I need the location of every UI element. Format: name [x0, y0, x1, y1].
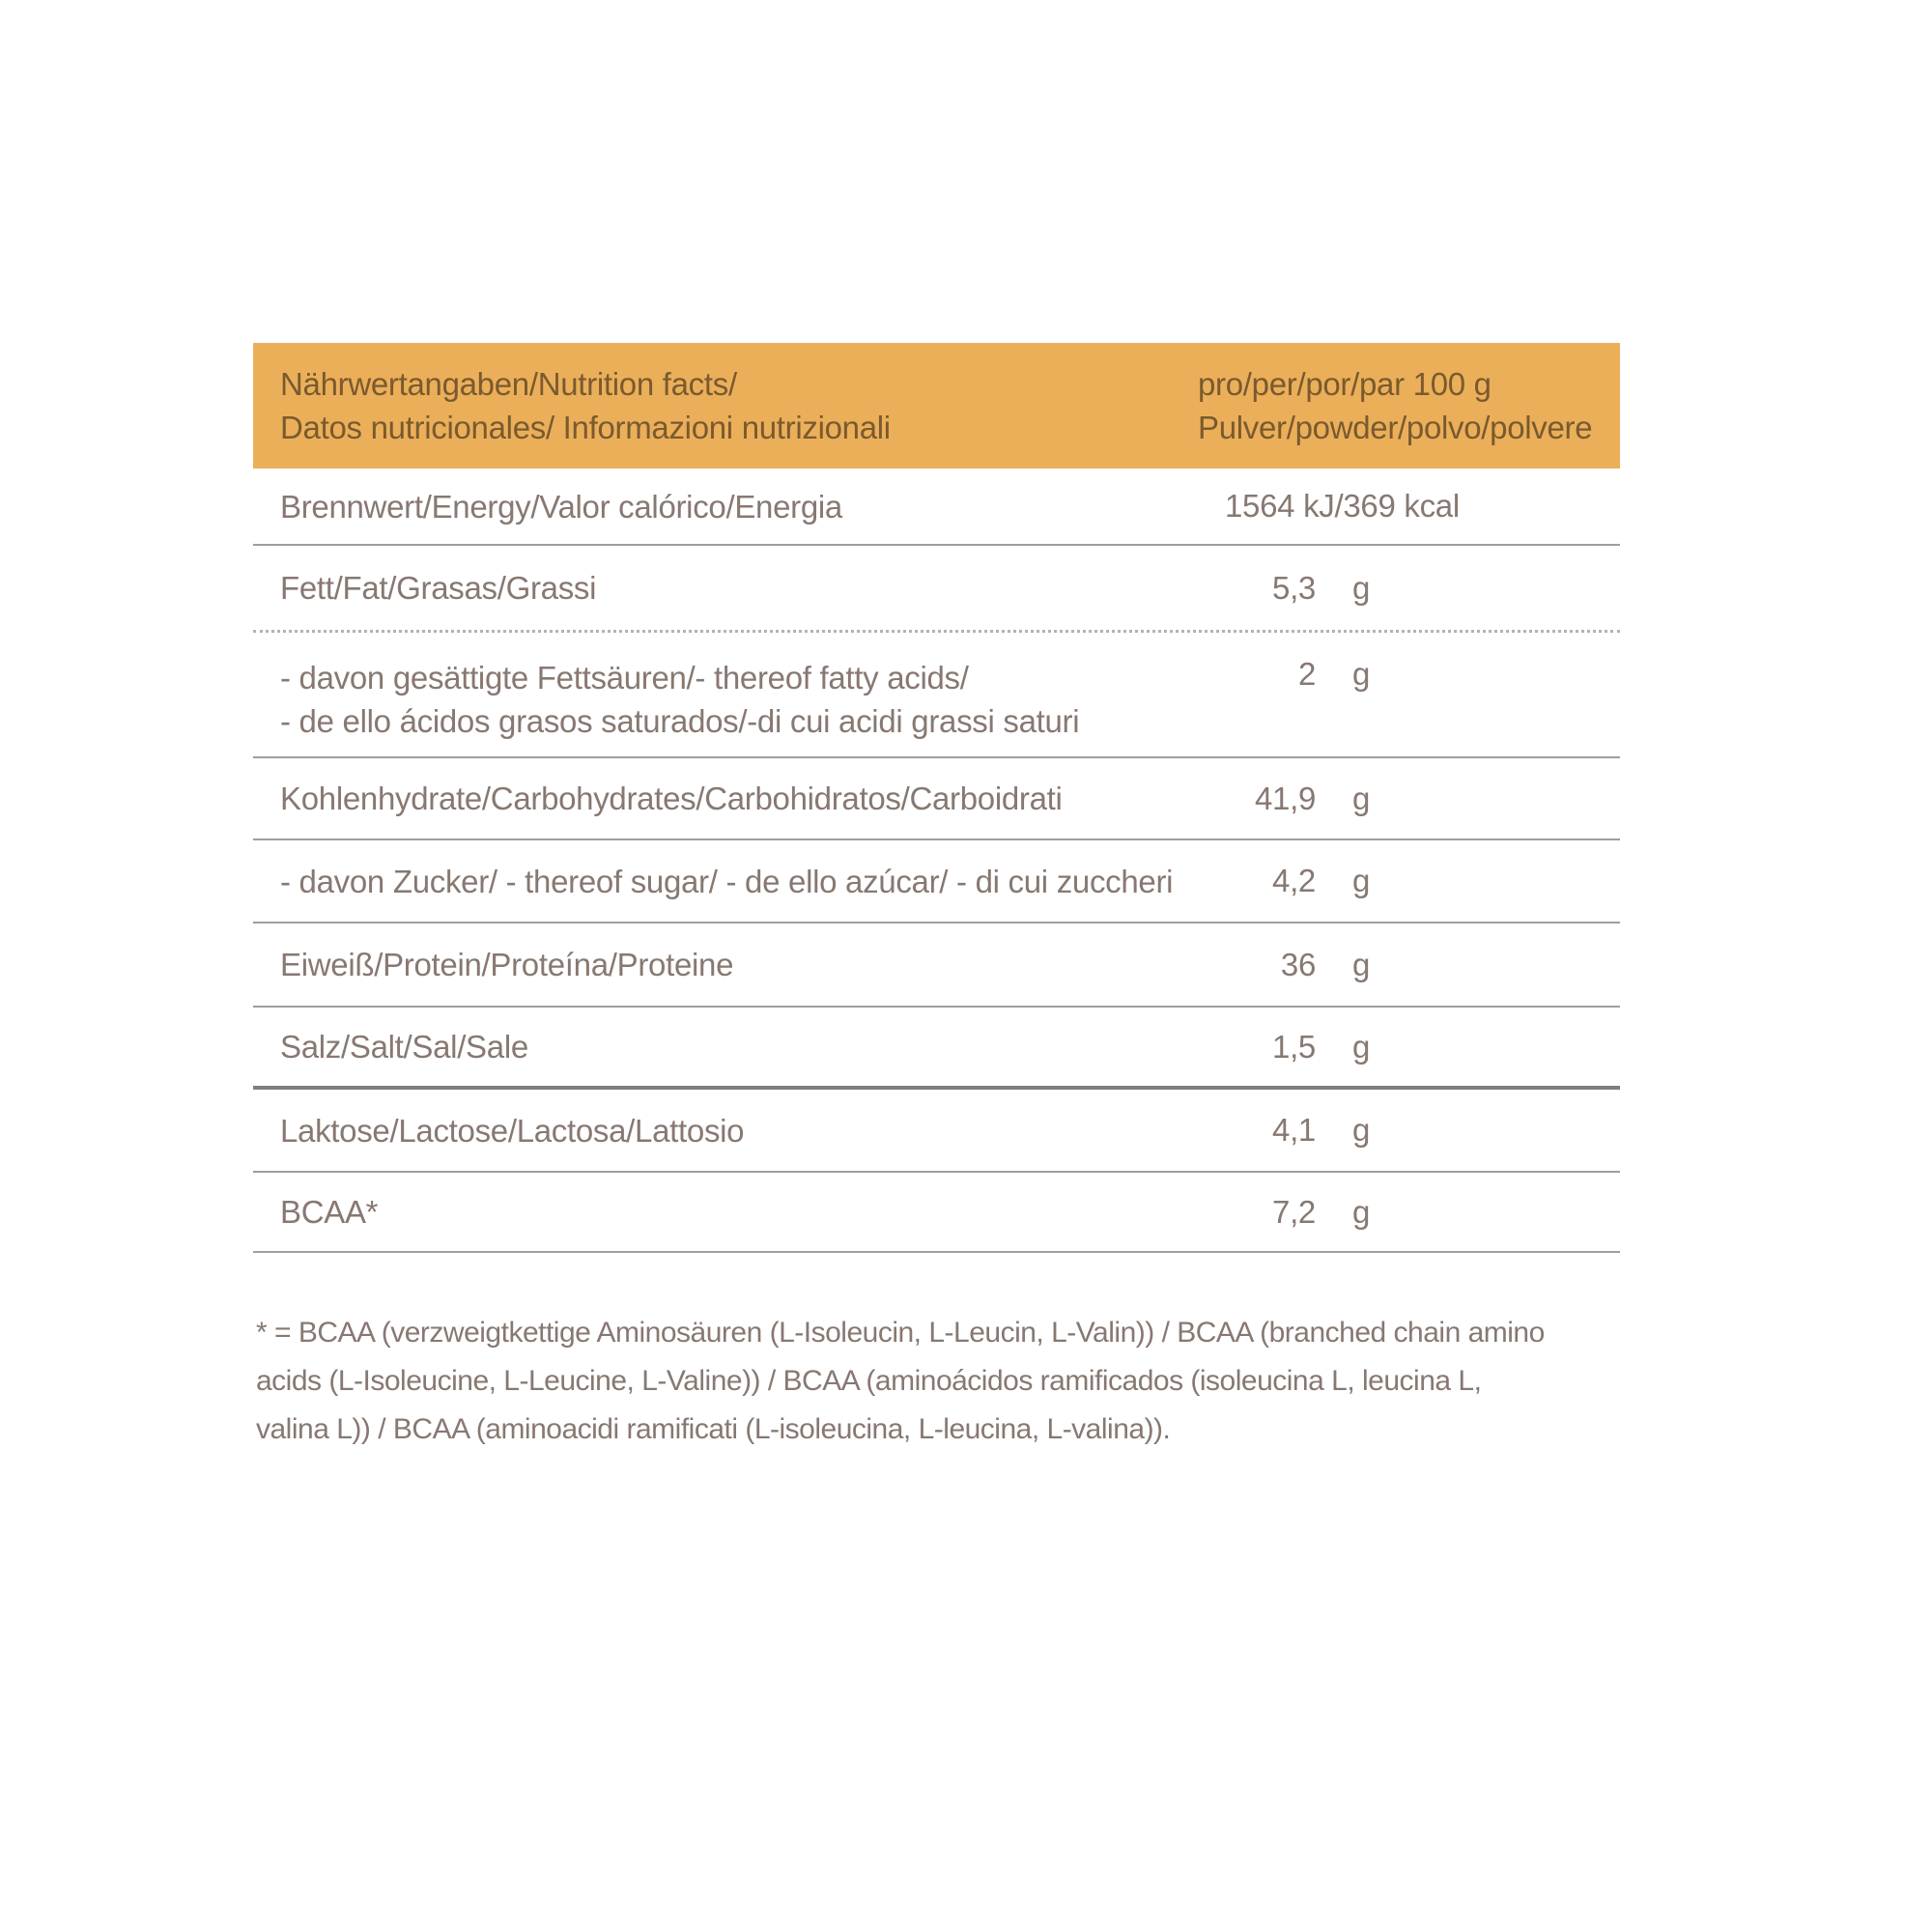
table-row-bcaa	[253, 1173, 1620, 1253]
table-row-energy	[253, 469, 1620, 546]
row-value: 36	[1280, 946, 1316, 982]
row-unit: g	[1352, 946, 1371, 982]
nutrition-label	[253, 343, 1620, 1454]
row-label: Kohlenhydrate/Carbohydrates/Carbohidratos/Carboidrati	[280, 781, 1063, 816]
row-label	[253, 633, 1200, 743]
header-title-line1: Nährwertangaben/Nutrition facts/	[280, 366, 737, 402]
footnote-line2: acids (L-Isoleucine, L-Leucine, L-Valine)) / BCAA (aminoácidos ramificados (isoleucina L, leucina L,	[256, 1365, 1482, 1397]
row-value: 1,5	[1272, 1028, 1316, 1065]
row-unit: g	[1352, 569, 1371, 606]
table-row-saturated-fat	[253, 633, 1620, 758]
table-row-protein	[253, 923, 1620, 1008]
row-label: Salz/Salt/Sal/Sale	[280, 1029, 528, 1065]
row-unit: g	[1352, 1112, 1371, 1148]
table-row-salt	[253, 1008, 1620, 1090]
table-row-sugar	[253, 840, 1620, 923]
row-label-line2: - de ello ácidos grasos saturados/-di cui acidi grassi saturi	[280, 703, 1080, 739]
table-header	[253, 343, 1620, 469]
row-unit: g	[1352, 1028, 1371, 1065]
row-value: 1564 kJ/369 kcal	[1225, 488, 1460, 524]
table-row-carbohydrates	[253, 758, 1620, 840]
row-label: Laktose/Lactose/Lactosa/Lattosio	[280, 1112, 745, 1149]
header-title	[253, 362, 1198, 449]
table-row-lactose	[253, 1090, 1620, 1173]
header-per-column	[1198, 362, 1620, 449]
table-row-fat	[253, 546, 1620, 633]
row-value: 41,9	[1254, 780, 1316, 816]
row-unit: g	[1352, 780, 1371, 816]
header-per-line1: pro/per/por/par 100 g	[1198, 366, 1492, 402]
header-per-line2: Pulver/powder/polvo/polvere	[1198, 410, 1593, 445]
row-label: Eiweiß/Protein/Proteína/Proteine	[280, 947, 734, 982]
header-title-line2: Datos nutricionales/ Informazioni nutrizionali	[280, 410, 891, 445]
bcaa-footnote	[253, 1309, 1620, 1454]
row-label-line1: - davon gesättigte Fettsäuren/- thereof fatty acids/	[280, 660, 969, 696]
row-value: 5,3	[1272, 569, 1316, 606]
row-label: Fett/Fat/Grasas/Grassi	[280, 570, 597, 606]
row-label: BCAA*	[280, 1194, 379, 1230]
row-value: 7,2	[1272, 1193, 1316, 1230]
row-unit: g	[1352, 1193, 1371, 1230]
footnote-line3: valina L)) / BCAA (aminoacidi ramificati (L-isoleucina, L-leucina, L-valina)).	[256, 1413, 1171, 1445]
row-label: - davon Zucker/ - thereof sugar/ - de ello azúcar/ - di cui zuccheri	[280, 863, 1174, 899]
row-value: 4,1	[1272, 1112, 1316, 1148]
row-value: 2	[1297, 656, 1316, 692]
row-label: Brennwert/Energy/Valor calórico/Energia	[280, 488, 842, 525]
row-unit: g	[1352, 656, 1371, 692]
row-value: 4,2	[1272, 863, 1316, 898]
row-unit: g	[1352, 863, 1371, 898]
footnote-line1: * = BCAA (verzweigtkettige Aminosäuren (L-Isoleucin, L-Leucin, L-Valin)) / BCAA (branched chain amino	[256, 1317, 1545, 1349]
